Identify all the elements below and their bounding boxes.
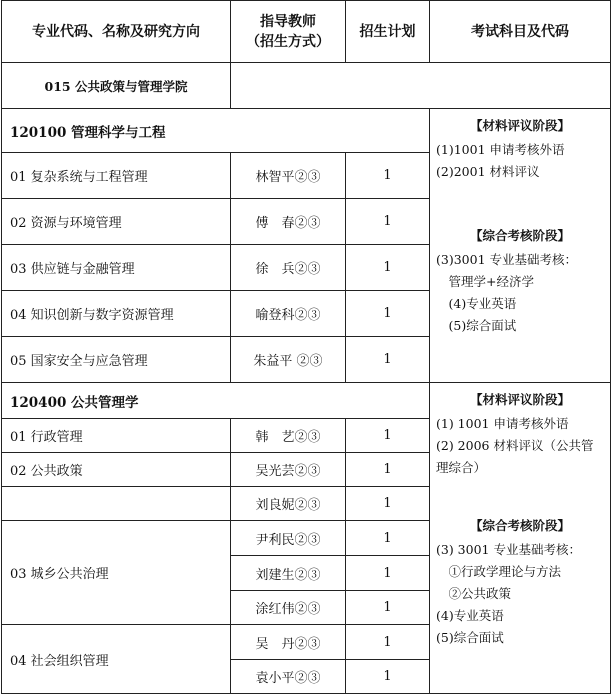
exam-stage-heading: 【综合考核阶段】: [469, 518, 570, 533]
header-major: 专业代码、名称及研究方向: [2, 1, 231, 63]
header-advisor: [231, 1, 346, 63]
advisor: 刘建生②③: [231, 556, 346, 591]
advisor: 韩 艺②③: [231, 419, 346, 453]
exam-item: (3)3001 专业基础考核：: [436, 252, 577, 267]
exam-subjects: [430, 383, 611, 694]
advisor: 尹利民②③: [231, 521, 346, 556]
exam-item: (2) 2006 材料评议（公共管: [436, 438, 594, 453]
advisor: 吴光芸②③: [231, 453, 346, 487]
enrollment-plan: 1: [346, 591, 430, 625]
school-name: 015 公共政策与管理学院: [2, 63, 231, 109]
enrollment-plan: 1: [346, 153, 430, 199]
advisor: 涂红伟②③: [231, 591, 346, 625]
exam-item: (4)专业英语: [436, 608, 504, 623]
advisor: 袁小平②③: [231, 660, 346, 694]
enrollment-plan: 1: [346, 625, 430, 660]
advisor: 喻登科②③: [231, 291, 346, 337]
admissions-table: [1, 0, 611, 694]
enrollment-plan: 1: [346, 660, 430, 694]
enrollment-plan: 1: [346, 521, 430, 556]
enrollment-plan: 1: [346, 245, 430, 291]
school-row: [2, 63, 611, 109]
direction: [2, 487, 231, 521]
direction: 02 公共政策: [2, 453, 231, 487]
major-title: 120400 公共管理学: [2, 383, 430, 419]
exam-item: (4)专业英语: [436, 296, 517, 311]
enrollment-plan: 1: [346, 419, 430, 453]
advisor: 林智平②③: [231, 153, 346, 199]
advisor: 刘良妮②③: [231, 487, 346, 521]
exam-item: ①行政学理论与方法: [436, 564, 562, 579]
header-row: [2, 1, 611, 63]
advisor: 朱益平 ②③: [231, 337, 346, 383]
exam-item: (5)综合面试: [436, 630, 504, 645]
direction: 01 行政管理: [2, 419, 231, 453]
exam-stage-heading: 【综合考核阶段】: [469, 228, 570, 243]
enrollment-plan: 1: [346, 199, 430, 245]
major-row: [2, 109, 611, 153]
enrollment-plan: 1: [346, 291, 430, 337]
direction: 01 复杂系统与工程管理: [2, 153, 231, 199]
enrollment-plan: 1: [346, 487, 430, 521]
advisor: 傅 春②③: [231, 199, 346, 245]
exam-stage-heading: 【材料评议阶段】: [469, 392, 570, 407]
exam-item: 理综合）: [436, 460, 487, 475]
advisor: 吴 丹②③: [231, 625, 346, 660]
enrollment-plan: 1: [346, 337, 430, 383]
exam-stage-heading: 【材料评议阶段】: [469, 118, 570, 133]
exam-subjects: [430, 109, 611, 383]
exam-item: (2)2001 材料评议: [436, 164, 540, 179]
exam-item: ②公共政策: [436, 586, 512, 601]
advisor: 徐 兵②③: [231, 245, 346, 291]
direction: 04 社会组织管理: [2, 625, 231, 694]
direction: 03 城乡公共治理: [2, 521, 231, 625]
enrollment-plan: 1: [346, 453, 430, 487]
major-title: 120100 管理科学与工程: [2, 109, 430, 153]
enrollment-plan: 1: [346, 556, 430, 591]
exam-item: (1)1001 申请考核外语: [436, 142, 565, 157]
exam-item: (5)综合面试: [436, 318, 517, 333]
direction: 03 供应链与金融管理: [2, 245, 231, 291]
exam-item: (1) 1001 申请考核外语: [436, 416, 569, 431]
header-advisor-line1: 指导教师: [260, 13, 316, 30]
header-plan: 招生计划: [346, 1, 430, 63]
major-row: [2, 383, 611, 419]
direction: 04 知识创新与数字资源管理: [2, 291, 231, 337]
direction: 02 资源与环境管理: [2, 199, 231, 245]
header-advisor-line2: （招生方式）: [246, 33, 330, 50]
exam-item: 管理学+经济学: [436, 274, 534, 289]
direction: 05 国家安全与应急管理: [2, 337, 231, 383]
header-exam: 考试科目及代码: [430, 1, 611, 63]
school-row-blank: [231, 63, 611, 109]
exam-item: (3) 3001 专业基础考核：: [436, 542, 581, 557]
